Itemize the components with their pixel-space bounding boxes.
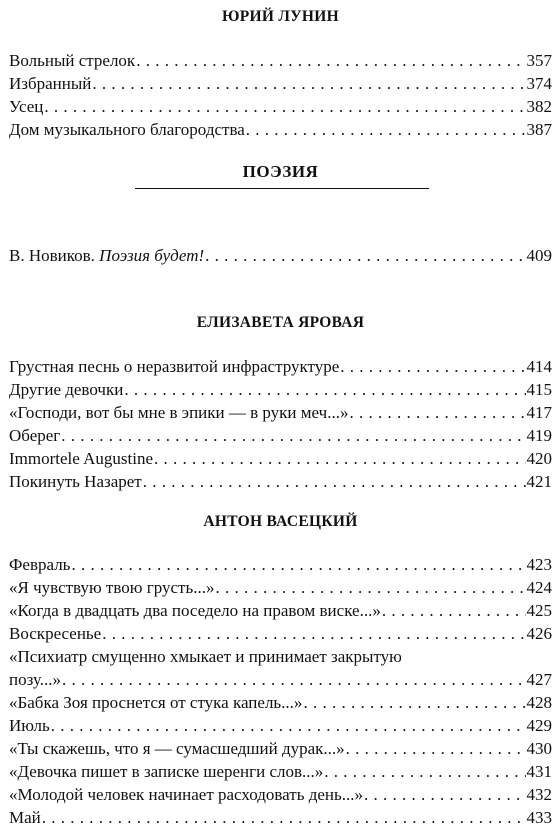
toc-entry[interactable] xyxy=(9,118,552,141)
toc-list-lunin xyxy=(9,49,552,141)
dot-leader xyxy=(124,378,525,401)
toc-entry[interactable] xyxy=(9,737,552,760)
dot-leader xyxy=(324,760,525,783)
entry-title: «Господи, вот бы мне в эпики — в руки меч...» xyxy=(9,403,349,422)
entry-page: 432 xyxy=(526,785,552,804)
dot-leader xyxy=(143,470,526,493)
toc-entry[interactable] xyxy=(9,95,552,118)
author-heading-yarovaya: ЕЛИЗАВЕТА ЯРОВАЯ xyxy=(196,314,365,331)
entry-title: «Я чувствую твою грусть...» xyxy=(9,578,215,597)
author-heading-vasetsky: АНТОН ВАСЕЦКИЙ xyxy=(203,513,358,530)
entry-page: 415 xyxy=(526,380,552,399)
dot-leader xyxy=(340,355,525,378)
toc-entry[interactable] xyxy=(9,645,552,691)
entry-title: Другие девочки xyxy=(9,380,124,399)
toc-entry[interactable] xyxy=(9,470,552,493)
dot-leader xyxy=(62,668,525,691)
dot-leader xyxy=(382,599,526,622)
dot-leader xyxy=(136,49,525,72)
toc-entry[interactable] xyxy=(9,355,552,378)
toc-entry[interactable] xyxy=(9,760,552,783)
toc-entry[interactable] xyxy=(9,378,552,401)
toc-entry[interactable] xyxy=(9,49,552,72)
dot-leader xyxy=(364,783,525,806)
toc-entry[interactable] xyxy=(9,714,552,737)
entry-title: Февраль xyxy=(9,555,71,574)
toc-entry[interactable] xyxy=(9,576,552,599)
toc-entry[interactable] xyxy=(9,806,552,829)
dot-leader xyxy=(71,553,525,576)
entry-title: «Молодой человек начинает расходовать день...» xyxy=(9,785,364,804)
entry-page: 425 xyxy=(526,601,552,620)
toc-entry[interactable] xyxy=(9,553,552,576)
toc-entry[interactable] xyxy=(9,622,552,645)
entry-page: 424 xyxy=(526,578,552,597)
entry-title: Дом музыкального благородства xyxy=(9,120,245,139)
entry-page: 426 xyxy=(526,624,552,643)
toc-entry[interactable] xyxy=(9,599,552,622)
entry-title-line2: позу...» xyxy=(9,670,62,689)
toc-entry[interactable] xyxy=(9,72,552,95)
entry-title xyxy=(9,244,204,267)
dot-leader xyxy=(154,447,525,470)
entry-title: «Ты скажешь, что я — сумасшедший дурак...» xyxy=(9,739,345,758)
dot-leader xyxy=(44,95,525,118)
entry-title: «Когда в двадцать два поседело на правом виске...» xyxy=(9,601,381,620)
entry-title: Покинуть Назарет xyxy=(9,472,142,491)
dot-leader xyxy=(205,244,525,267)
dot-leader xyxy=(346,737,526,760)
entry-title: Оберег xyxy=(9,426,61,445)
section-rule xyxy=(135,188,429,189)
dot-leader xyxy=(42,806,526,829)
entry-title: Immortele Augustine xyxy=(9,449,154,468)
entry-title: Избранный xyxy=(9,74,92,93)
dot-leader xyxy=(92,72,525,95)
toc-entry[interactable] xyxy=(9,691,552,714)
entry-page: 430 xyxy=(526,739,552,758)
entry-page: 423 xyxy=(526,555,552,574)
entry-page: 427 xyxy=(526,670,552,689)
dot-leader xyxy=(349,401,525,424)
entry-page: 374 xyxy=(526,74,552,93)
toc-entry[interactable] xyxy=(9,401,552,424)
dot-leader xyxy=(61,424,525,447)
entry-page: 357 xyxy=(526,51,552,70)
entry-title-line2-row xyxy=(9,668,552,691)
entry-page: 414 xyxy=(526,357,552,376)
section-heading-poetry: ПОЭЗИЯ xyxy=(242,162,319,181)
entry-page: 382 xyxy=(526,97,552,116)
entry-page: 429 xyxy=(526,716,552,735)
dot-leader xyxy=(51,714,526,737)
toc-entry[interactable] xyxy=(9,447,552,470)
entry-title: Май xyxy=(9,808,41,827)
toc-list-intro xyxy=(9,244,552,267)
entry-title-line1: «Психиатр смущенно хмыкает и принимает закрытую xyxy=(9,647,402,666)
intro-title: Поэзия будет! xyxy=(99,246,205,265)
entry-page: 428 xyxy=(526,693,552,712)
entry-page: 419 xyxy=(526,426,552,445)
toc-list-yarovaya xyxy=(9,355,552,493)
entry-page: 387 xyxy=(526,120,552,139)
dot-leader xyxy=(303,691,525,714)
entry-page: 417 xyxy=(526,403,552,422)
toc-entry[interactable] xyxy=(9,244,552,267)
dot-leader xyxy=(102,622,525,645)
toc-entry[interactable] xyxy=(9,424,552,447)
entry-page: 431 xyxy=(526,762,552,781)
entry-title: «Бабка Зоя проснется от стука капель...» xyxy=(9,693,303,712)
entry-title: Вольный стрелок xyxy=(9,51,136,70)
entry-title: Усец xyxy=(9,97,44,116)
intro-author: В. Новиков. xyxy=(9,246,100,265)
entry-title: Воскресенье xyxy=(9,624,102,643)
author-heading-lunin: ЮРИЙ ЛУНИН xyxy=(221,8,339,25)
entry-title: «Девочка пишет в записке шеренги слов...» xyxy=(9,762,324,781)
entry-title: Грустная песнь о неразвитой инфраструктуре xyxy=(9,357,340,376)
dot-leader xyxy=(246,118,526,141)
dot-leader xyxy=(215,576,525,599)
entry-page: 420 xyxy=(526,449,552,468)
toc-list-vasetsky xyxy=(9,553,552,829)
entry-page: 421 xyxy=(526,472,552,491)
toc-entry[interactable] xyxy=(9,783,552,806)
entry-page: 433 xyxy=(526,808,552,827)
entry-page: 409 xyxy=(526,246,552,265)
entry-title: Июль xyxy=(9,716,50,735)
